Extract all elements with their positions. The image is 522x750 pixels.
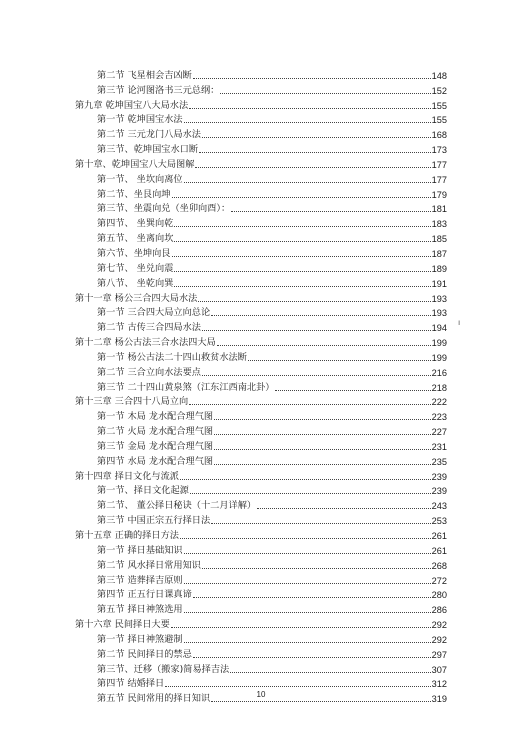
toc-entry-title: 第一节 乾坤国宝水法 (97, 114, 183, 126)
toc-entry-title: 第五节、 坐离向坎 (97, 233, 174, 245)
toc-chapter-row[interactable] (75, 468, 447, 483)
toc-entry-page: 231 (431, 441, 447, 452)
toc-entry-title: 第十一章 杨公三合四大局水法 (75, 292, 198, 304)
toc-leader-dots (193, 597, 431, 598)
toc-entry-title: 第四节 正五行日课真谛 (97, 589, 192, 601)
toc-entry-title: 第三节、乾坤国宝水口断 (97, 144, 199, 156)
toc-leader-dots (202, 568, 431, 569)
toc-section-row[interactable] (75, 201, 447, 216)
toc-entry-page: 152 (431, 85, 447, 96)
toc-entry-page: 261 (431, 531, 447, 541)
toc-entry-page: 173 (431, 145, 447, 156)
toc-entry-page: 261 (431, 545, 447, 556)
toc-section-row[interactable] (75, 67, 447, 82)
table-of-contents (75, 67, 447, 705)
toc-section-row[interactable] (75, 587, 447, 602)
toc-leader-dots (172, 256, 431, 257)
page-number: 10 (256, 690, 266, 699)
toc-entry-title: 第三节 二十四山黄泉煞（江东江西南北卦） (97, 381, 275, 393)
toc-entry-page: 148 (431, 70, 447, 81)
toc-section-row[interactable] (75, 557, 447, 572)
toc-entry-page: 235 (431, 456, 447, 467)
toc-entry-title: 第二节 古传三合四局水法 (97, 322, 201, 334)
toc-section-row[interactable] (75, 349, 447, 364)
toc-leader-dots (174, 241, 430, 242)
toc-entry-title: 第二节 飞星相会吉凶断 (97, 69, 192, 81)
toc-entry-title: 第十三章 三合四十八局立向 (75, 396, 189, 408)
toc-section-row[interactable] (75, 171, 447, 186)
toc-leader-dots (184, 612, 431, 613)
toc-entry-page: 222 (431, 397, 447, 408)
toc-leader-dots (195, 167, 430, 168)
toc-leader-dots (230, 672, 430, 673)
toc-entry-title: 第二节、坐艮向坤 (97, 188, 171, 200)
toc-leader-dots (190, 493, 431, 494)
toc-leader-dots (217, 345, 431, 346)
toc-leader-dots (174, 286, 430, 287)
toc-section-row[interactable] (75, 438, 447, 453)
toc-entry-page: 297 (431, 649, 447, 660)
toc-section-row[interactable] (75, 82, 447, 97)
toc-section-row[interactable] (75, 676, 447, 691)
toc-entry-page: 155 (431, 100, 447, 111)
toc-section-row[interactable] (75, 453, 447, 468)
toc-entry-page: 183 (431, 219, 447, 230)
toc-entry-title: 第三节、坐震向兑（坐卯向酉）： (97, 203, 231, 215)
toc-leader-dots (211, 315, 430, 316)
toc-entry-title: 第十四章 择日文化与流派 (75, 470, 179, 482)
toc-section-row[interactable] (75, 364, 447, 379)
toc-entry-page: 155 (431, 115, 447, 126)
toc-section-row[interactable] (75, 408, 447, 423)
toc-entry-page: 216 (431, 367, 447, 378)
toc-leader-dots (198, 301, 430, 302)
toc-entry-title: 第一节、择日文化起源 (97, 485, 189, 497)
toc-leader-dots (231, 211, 430, 212)
toc-entry-title: 第一节 择日基础知识 (97, 544, 183, 556)
toc-section-row[interactable] (75, 423, 447, 438)
toc-chapter-row[interactable] (75, 616, 447, 631)
toc-chapter-row[interactable] (75, 290, 447, 305)
toc-leader-dots (199, 152, 431, 153)
toc-entry-page: 268 (431, 560, 447, 571)
toc-leader-dots (180, 479, 431, 480)
toc-entry-page: 239 (431, 471, 447, 482)
toc-entry-title: 第三节 金局 龙水配合理气图 (97, 440, 214, 452)
toc-section-row[interactable] (75, 572, 447, 587)
toc-entry-title: 第七节、 坐兑向震 (97, 262, 174, 274)
toc-entry-page: 189 (431, 263, 447, 274)
toc-entry-title: 第六节、坐坤向艮 (97, 247, 171, 259)
toc-leader-dots (257, 508, 431, 509)
toc-entry-page: 199 (431, 338, 447, 349)
toc-entry-page: 319 (431, 694, 447, 705)
toc-entry-page: 307 (431, 664, 447, 675)
toc-section-row[interactable] (75, 497, 447, 512)
toc-section-row[interactable] (75, 215, 447, 230)
toc-entry-title: 第一节 木局 龙水配合理气图 (97, 411, 214, 423)
toc-leader-dots (184, 583, 431, 584)
toc-entry-page: 243 (431, 501, 447, 512)
toc-entry-title: 第八节、 坐乾向巽 (97, 277, 174, 289)
toc-entry-title: 第一节 杨公古法二十四山救贫水法断 (97, 351, 247, 363)
toc-entry-page: 168 (431, 130, 447, 141)
toc-section-row[interactable] (75, 631, 447, 646)
toc-entry-page: 199 (431, 352, 447, 363)
toc-section-row[interactable] (75, 245, 447, 260)
toc-entry-title: 第二节 三元龙门八局水法 (97, 129, 201, 141)
toc-entry-page: 272 (431, 575, 447, 586)
toc-leader-dots (193, 657, 431, 658)
toc-entry-title: 第二节 民间择日的禁忌 (97, 648, 192, 660)
toc-entry-page: 193 (431, 293, 447, 304)
toc-leader-dots (174, 226, 430, 227)
toc-entry-page: 181 (431, 204, 447, 215)
toc-section-row[interactable] (75, 112, 447, 127)
toc-entry-title: 第二节 三合立向水法要点 (97, 366, 201, 378)
toc-entry-page: 187 (431, 248, 447, 259)
toc-entry-page: 177 (431, 174, 447, 185)
toc-entry-page: 312 (431, 679, 447, 690)
toc-entry-title: 第四节 水局 龙水配合理气图 (97, 455, 214, 467)
toc-entry-page: 280 (431, 590, 447, 601)
toc-entry-title: 第九章 乾坤国宝八大局水法 (75, 99, 189, 111)
margin-mark: ı (458, 318, 461, 327)
toc-chapter-row[interactable] (75, 527, 447, 542)
toc-entry-page: 193 (431, 308, 447, 319)
toc-entry-page: 239 (431, 486, 447, 497)
toc-leader-dots (211, 523, 430, 524)
toc-entry-title: 第三节 造葬择吉原则 (97, 574, 183, 586)
toc-leader-dots (202, 137, 431, 138)
toc-section-row[interactable] (75, 601, 447, 616)
toc-entry-title: 第四节 结婚择日 (97, 678, 165, 690)
toc-entry-title: 第十六章 民间择日大要 (75, 619, 170, 631)
toc-leader-dots (184, 122, 431, 123)
toc-entry-page: 292 (431, 634, 447, 645)
toc-entry-title: 第五节 民间常用的择日知识 (97, 693, 211, 705)
toc-section-row[interactable] (75, 305, 447, 320)
toc-leader-dots (189, 108, 430, 109)
toc-leader-dots (174, 271, 430, 272)
toc-entry-title: 第三节 论河图洛书三元总纲： (97, 84, 220, 96)
toc-leader-dots (171, 627, 431, 628)
toc-chapter-row[interactable] (75, 97, 447, 112)
toc-leader-dots (248, 360, 431, 361)
toc-entry-page: 292 (431, 620, 447, 631)
toc-leader-dots (172, 197, 431, 198)
toc-leader-dots (214, 419, 431, 420)
toc-entry-title: 第二节、 董公择日秘诀（十二月详解） (97, 500, 257, 512)
toc-entry-title: 第一节 择日神煞避制 (97, 633, 183, 645)
toc-chapter-row[interactable] (75, 394, 447, 409)
toc-section-row[interactable] (75, 275, 447, 290)
toc-entry-title: 第四节、 坐巽向乾 (97, 218, 174, 230)
toc-entry-title: 第三节、迁移（搬家)简易择吉法 (97, 663, 230, 675)
toc-entry-page: 191 (431, 278, 447, 289)
toc-section-row[interactable] (75, 260, 447, 275)
toc-entry-title: 第二节 火局 龙水配合理气图 (97, 426, 214, 438)
toc-entry-page: 179 (431, 189, 447, 200)
toc-section-row[interactable] (75, 542, 447, 557)
toc-chapter-row[interactable] (75, 156, 447, 171)
toc-entry-title: 第十二章 杨公古法三合水法四大局 (75, 337, 216, 349)
toc-leader-dots (189, 404, 430, 405)
toc-section-row[interactable] (75, 483, 447, 498)
toc-chapter-row[interactable] (75, 334, 447, 349)
toc-leader-dots (214, 449, 431, 450)
toc-section-row[interactable] (75, 379, 447, 394)
toc-section-row[interactable] (75, 126, 447, 141)
toc-leader-dots (275, 390, 430, 391)
toc-leader-dots (202, 330, 431, 331)
toc-entry-page: 253 (431, 516, 447, 527)
toc-leader-dots (184, 182, 431, 183)
toc-entry-title: 第一节、 坐坎向离位 (97, 173, 183, 185)
toc-entry-title: 第三节 中国正宗五行择日法 (97, 515, 211, 527)
toc-entry-page: 286 (431, 605, 447, 616)
toc-entry-title: 第五节 择日神煞选用 (97, 604, 183, 616)
toc-section-row[interactable] (75, 186, 447, 201)
toc-entry-page: 223 (431, 412, 447, 423)
toc-leader-dots (211, 701, 430, 702)
toc-entry-page: 194 (431, 323, 447, 334)
toc-leader-dots (184, 553, 431, 554)
toc-leader-dots (214, 464, 431, 465)
toc-leader-dots (220, 93, 430, 94)
toc-leader-dots (193, 78, 431, 79)
toc-entry-title: 第二节 风水择日常用知识 (97, 559, 201, 571)
toc-entry-page: 177 (431, 159, 447, 170)
toc-section-row[interactable] (75, 661, 447, 676)
toc-leader-dots (184, 642, 431, 643)
toc-entry-page: 227 (431, 427, 447, 438)
toc-leader-dots (202, 375, 431, 376)
toc-section-row[interactable] (75, 319, 447, 334)
toc-section-row[interactable] (75, 512, 447, 527)
toc-leader-dots (165, 686, 430, 687)
toc-leader-dots (180, 538, 431, 539)
toc-section-row[interactable] (75, 230, 447, 245)
toc-entry-page: 185 (431, 234, 447, 245)
toc-leader-dots (214, 434, 431, 435)
toc-entry-title: 第十章、乾坤国宝八大局图解 (75, 158, 195, 170)
toc-entry-title: 第一节 三合四大局立向总论 (97, 307, 211, 319)
toc-section-row[interactable] (75, 141, 447, 156)
toc-entry-title: 第十五章 正确的择日方法 (75, 530, 179, 541)
toc-entry-page: 218 (431, 382, 447, 393)
toc-section-row[interactable] (75, 646, 447, 661)
